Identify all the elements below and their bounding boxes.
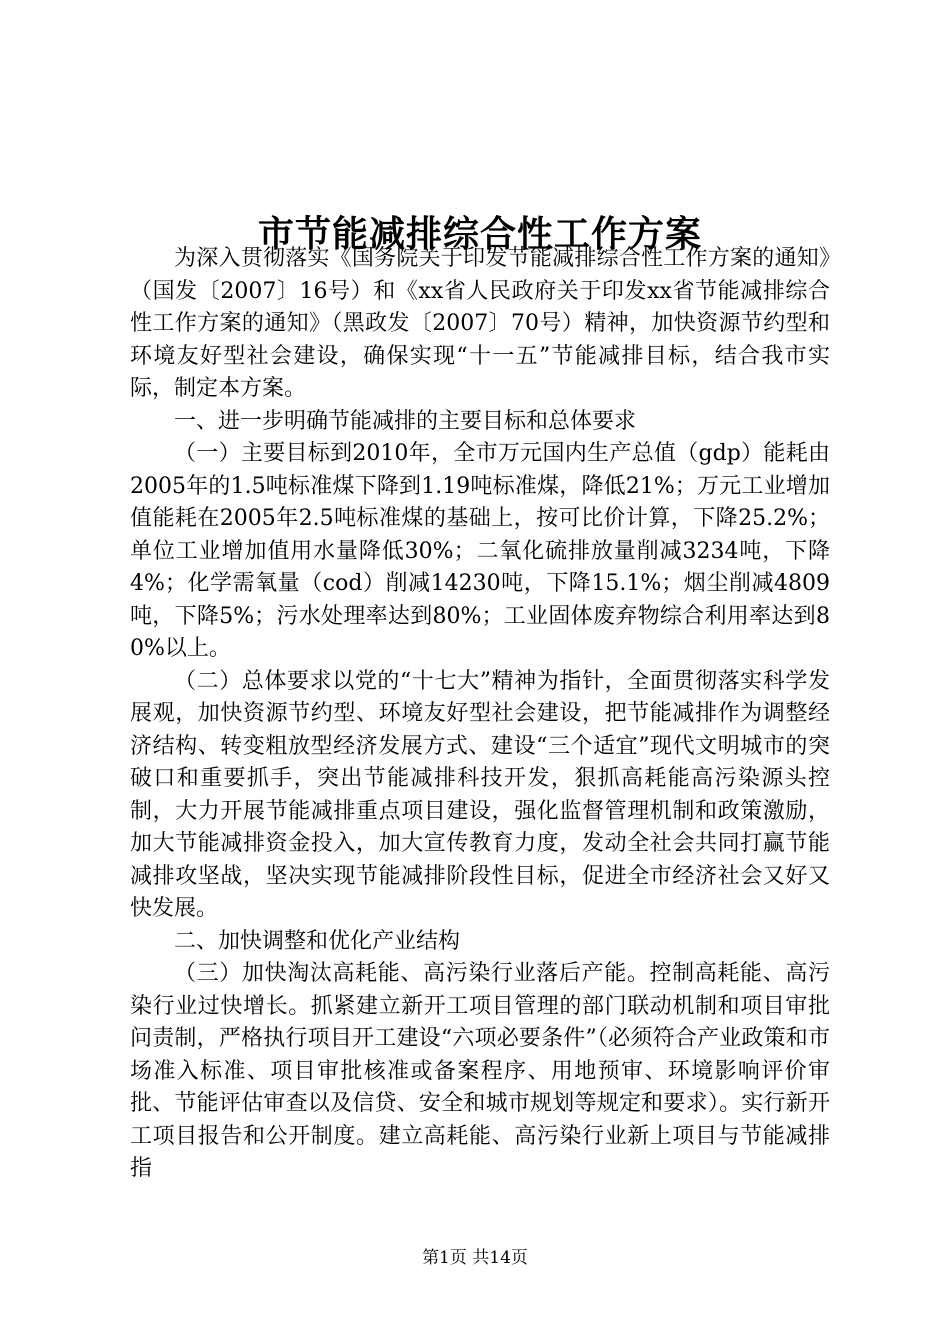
- paragraph-intro: 为深入贯彻落实《国务院关于印发节能减排综合性工作方案的通知》（国发〔2007〕16号）和《xx省人民政府关于印发xx省节能减排综合性工作方案的通知》（黑政发〔2007〕70号）精神，加快资源节约型和环境友好型社会建设，确保实现“十一五”节能减排目标，结合我市实际，制定本方案。: [130, 246, 830, 401]
- section-heading-2: 二、加快调整和优化产业结构: [174, 928, 461, 954]
- paragraph-overall-requirements: （二）总体要求以党的“十七大”精神为指针，全面贯彻落实科学发展观，加快资源节约型、环境友好型社会建设，把节能减排作为调整经济结构、转变粗放型经济发展方式、建设“三个适宜”现代文明城市的突破口和重要抓手，突出节能减排科技开发，狠抓高耗能高污染源头控制，大力开展节能减排重点项目建设，强化监督管理机制和政策激励，加大节能减排资金投入，加大宣传教育力度，发动全社会共同打赢节能减排攻坚战，坚决实现节能减排阶段性目标，促进全市经济社会又好又快发展。: [130, 668, 830, 921]
- page-number-footer: 第1页 共14页: [422, 1248, 528, 1268]
- paragraph-main-targets: （一）主要目标到2010年，全市万元国内生产总值（gdp）能耗由2005年的1.5吨标准煤下降到1.19吨标准煤，降低21%；万元工业增加值能耗在2005年2.5吨标准煤的基础上，按可比价计算，下降25.2%；单位工业增加值用水量降低30%；二氧化硫排放量削减3234吨，下降4%；化学需氧量（cod）削减14230吨，下降15.1%；烟尘削减4809吨，下降5%；污水处理率达到80%；工业固体废弃物综合利用率达到80%以上。: [130, 441, 830, 661]
- page-title: 市节能减排综合性工作方案: [257, 213, 702, 256]
- document-body: [130, 243, 830, 1186]
- paragraph-eliminate-capacity: （三）加快淘汰高耗能、高污染行业落后产能。控制高耗能、高污染行业过快增长。抓紧建立新开工项目管理的部门联动机制和项目审批问责制，严格执行项目开工建设“六项必要条件”（必须符合产业政策和市场准入标准、项目审批核准或备案程序、用地预审、环境影响评价审批、节能评估审查以及信贷、安全和城市规划等规定和要求）。实行新开工项目报告和公开制度。建立高耗能、高污染行业新上项目与节能减排指: [130, 961, 830, 1181]
- section-heading-1: 一、进一步明确节能减排的主要目标和总体要求: [174, 408, 637, 434]
